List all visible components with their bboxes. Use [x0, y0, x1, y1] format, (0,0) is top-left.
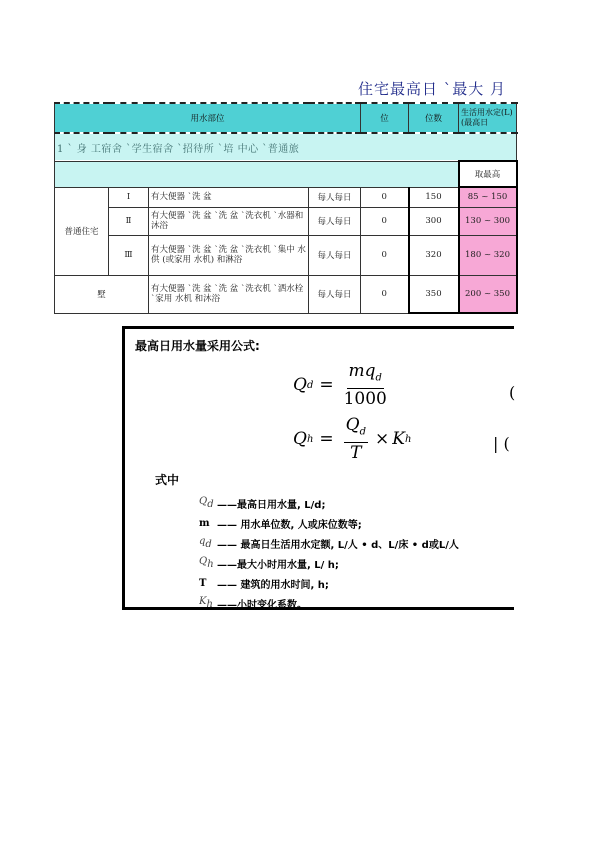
eq2-num: Q: [345, 415, 360, 435]
count-cell[interactable]: 0: [361, 187, 409, 207]
legend-symbol: Q: [199, 496, 208, 507]
category-row: [55, 133, 517, 161]
eq1-num-sub: d: [375, 372, 382, 384]
device-cell[interactable]: 有大便器 `洗 盆: [149, 187, 309, 207]
header-norm-label: 生活用水定(L): [461, 108, 513, 117]
eq2-k: K: [392, 429, 405, 450]
ref-cell[interactable]: 200 ~ 350: [459, 275, 517, 313]
eq2-lhs: Q: [293, 429, 307, 450]
symbol-legend: [199, 493, 517, 613]
daily-formula: [293, 361, 391, 409]
legend-symbol: q: [199, 536, 206, 547]
legend-desc: ——最大小时用水量, L/ h;: [217, 559, 339, 571]
eq1-equals: =: [319, 375, 334, 396]
legend-item: [199, 573, 517, 593]
eq1-lhs: Q: [293, 375, 307, 396]
category-cell[interactable]: 1 ` 身 工宿舍 `学生宿舍 `招待所 `培 中心 `普通旅: [55, 133, 517, 161]
count-cell[interactable]: 0: [361, 235, 409, 275]
villa-label-cell[interactable]: 墅: [55, 275, 149, 313]
table-row: [55, 275, 517, 313]
legend-desc: —— 用水单位数, 人或床位数等;: [217, 519, 362, 531]
legend-item: [199, 593, 517, 613]
legend-desc: —— 建筑的用水时间, h;: [217, 579, 329, 591]
formula-box: [122, 326, 514, 610]
unit-cell[interactable]: 每人每日: [309, 207, 361, 235]
unit-cell[interactable]: 每人每日: [309, 275, 361, 313]
eq1-marker: (: [509, 383, 516, 402]
legend-desc: —— 最高日生活用水定额, L/人 • d、L/床 • d或L/人: [217, 539, 459, 551]
eq2-marker: | (: [493, 434, 510, 453]
grade-cell[interactable]: Ⅱ: [109, 207, 149, 235]
header-count[interactable]: 位数: [409, 103, 459, 133]
group-label-cell[interactable]: 普通住宅: [55, 187, 109, 275]
table-row: [55, 207, 517, 235]
max-cell[interactable]: 300: [409, 207, 459, 235]
unit-cell[interactable]: 每人每日: [309, 187, 361, 207]
subheader-blank[interactable]: [55, 161, 459, 187]
hourly-formula: [293, 415, 411, 463]
ref-cell[interactable]: 85 ~ 150: [459, 187, 517, 207]
grade-cell[interactable]: Ⅲ: [109, 235, 149, 275]
device-cell[interactable]: 有大便器 `洗 盆 `洗 盆 `洗衣机 `集中 水供 (或家用 水机) 和淋浴: [149, 235, 309, 275]
legend-title: 式中: [155, 473, 180, 487]
ref-cell[interactable]: 130 ~ 300: [459, 207, 517, 235]
legend-item: [199, 493, 517, 513]
max-cell[interactable]: 320: [409, 235, 459, 275]
subheader-max[interactable]: 取最高: [459, 161, 517, 187]
max-cell[interactable]: 150: [409, 187, 459, 207]
legend-item: [199, 513, 517, 533]
count-cell[interactable]: 0: [361, 275, 409, 313]
table-row: [55, 235, 517, 275]
legend-symbol: T: [199, 577, 207, 589]
eq2-fraction: [344, 415, 368, 463]
legend-symbol-sub: h: [206, 599, 213, 610]
sheet-title: 住宅最高日 `最大 月: [358, 80, 507, 98]
legend-symbol: K: [199, 596, 207, 607]
legend-symbol: m: [199, 517, 210, 529]
eq2-num-sub: d: [359, 426, 366, 438]
header-norm-note: (最高日: [461, 118, 489, 127]
water-norm-table: [54, 102, 518, 314]
table-row: [55, 187, 517, 207]
eq2-equals: =: [319, 429, 334, 450]
eq2-times: ×: [374, 429, 390, 450]
header-location[interactable]: 用水部位: [55, 103, 361, 133]
ref-cell[interactable]: 180 ~ 320: [459, 235, 517, 275]
legend-symbol-sub: d: [205, 539, 212, 550]
eq1-num: mq: [348, 361, 376, 381]
unit-cell[interactable]: 每人每日: [309, 235, 361, 275]
max-cell[interactable]: 350: [409, 275, 459, 313]
legend-desc: ——最高日用水量, L/d;: [217, 499, 326, 511]
legend-symbol: Q: [199, 556, 208, 567]
legend-item: [199, 553, 517, 573]
eq2-k-sub: h: [404, 433, 412, 445]
eq1-fraction: [344, 361, 387, 409]
eq2-lhs-sub: h: [306, 433, 314, 445]
legend-symbol-sub: h: [207, 559, 214, 570]
eq2-den: T: [350, 443, 362, 464]
eq1-den: 1000: [343, 389, 387, 410]
device-cell[interactable]: 有大便器 `洗 盆 `洗 盆 `洗衣机 `洒水栓 `家用 水机 和沐浴: [149, 275, 309, 313]
table-header-row: [55, 103, 517, 133]
formula-title: 最高日用水量采用公式:: [135, 339, 260, 353]
count-cell[interactable]: 0: [361, 207, 409, 235]
eq1-lhs-sub: d: [306, 379, 314, 391]
legend-desc: ——小时变化系数。: [217, 599, 307, 611]
device-cell[interactable]: 有大便器 `洗 盆 `洗 盆 `洗衣机 `水器和沐浴: [149, 207, 309, 235]
header-unit[interactable]: 位: [361, 103, 409, 133]
legend-symbol-sub: d: [207, 499, 214, 510]
subheader-row: [55, 161, 517, 187]
grade-cell[interactable]: Ⅰ: [109, 187, 149, 207]
legend-item: [199, 533, 517, 553]
header-norm[interactable]: [459, 103, 517, 133]
